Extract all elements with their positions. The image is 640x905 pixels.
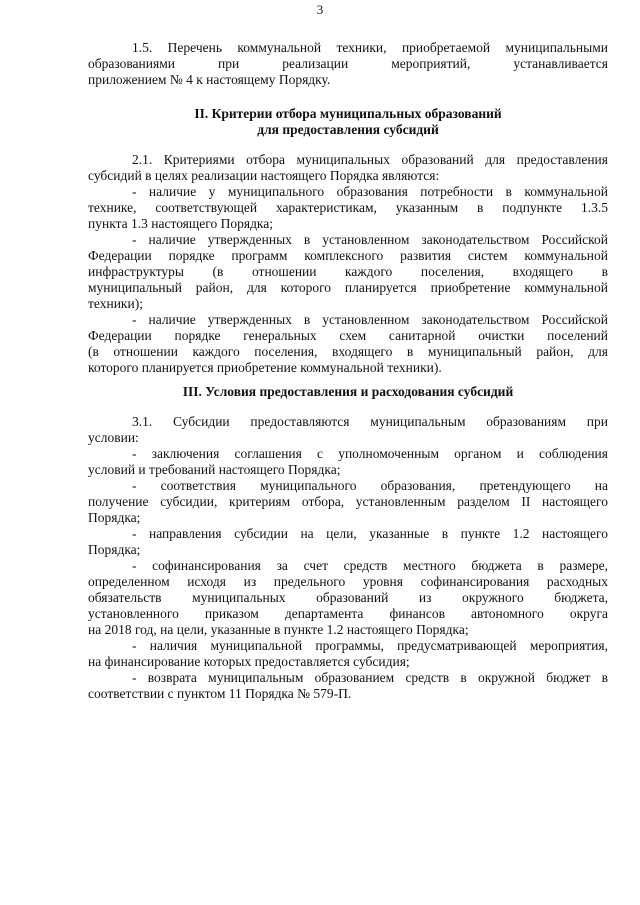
paragraph <box>88 478 608 526</box>
text-line: условий и требований настоящего Порядка; <box>88 462 341 477</box>
text-line: - софинансирования за счет средств местного бюджета в размере, <box>132 558 608 573</box>
text-line: технике, соответствующей характеристикам, указанным в подпункте 1.3.5 <box>88 200 608 215</box>
paragraph <box>88 638 608 670</box>
text-line: на финансирование которых предоставляется субсидия; <box>88 654 410 669</box>
text-line: пункта 1.3 настоящего Порядка; <box>88 216 274 231</box>
text-line: - направления субсидии на цели, указанные в пункте 1.2 настоящего <box>132 526 608 541</box>
text-line: 2.1. Критериями отбора муниципальных образований для предоставления <box>132 152 608 167</box>
text-line: Порядка; <box>88 510 141 525</box>
document-body <box>88 40 608 702</box>
text-line: субсидий в целях реализации настоящего Порядка являются: <box>88 168 440 183</box>
paragraph <box>88 670 608 702</box>
page-number: 3 <box>316 2 324 17</box>
text-line: 1.5. Перечень коммунальной техники, приобретаемой муниципальными <box>132 40 608 55</box>
text-line: образованиями при реализации мероприятий, устанавливается <box>88 56 608 71</box>
text-line: техники); <box>88 296 143 311</box>
paragraph <box>88 526 608 558</box>
text-line: - соответствия муниципального образования, претендующего на <box>132 478 608 493</box>
paragraph <box>88 40 608 88</box>
text-line: Порядка; <box>88 542 141 557</box>
text-line: получение субсидии, критериям отбора, установленным разделом II настоящего <box>88 494 608 509</box>
text-line: приложением № 4 к настоящему Порядку. <box>88 72 331 87</box>
text-line: Федерации порядке генеральных схем санитарной очистки поселений <box>88 328 608 343</box>
paragraph <box>88 232 608 312</box>
text-line: которого планируется приобретение коммунальной техники). <box>88 360 442 375</box>
text-line: - наличие утвержденных в установленном законодательством Российской <box>132 312 608 327</box>
paragraph <box>88 446 608 478</box>
text-line: установленного приказом департамента финансов автономного округа <box>88 606 608 621</box>
text-line: определенном исходя из предельного уровня софинансирования расходных <box>88 574 608 589</box>
paragraph <box>88 184 608 232</box>
paragraph <box>88 312 608 376</box>
paragraph <box>88 558 608 638</box>
text-line: (в отношении каждого поселения, входящего в муниципальный район, для <box>88 344 608 359</box>
text-line: на 2018 год, на цели, указанные в пункте 1.2 настоящего Порядка; <box>88 622 469 637</box>
paragraph <box>88 152 608 184</box>
heading-line: для предоставления субсидий <box>257 122 439 137</box>
text-line: муниципальный район, для которого планируется приобретение коммунальной <box>88 280 608 295</box>
text-line: - наличия муниципальной программы, предусматривающей мероприятия, <box>132 638 608 653</box>
heading-line: III. Условия предоставления и расходования субсидий <box>182 384 514 399</box>
heading-line: II. Критерии отбора муниципальных образований <box>194 106 502 121</box>
text-line: - наличие утвержденных в установленном законодательством Российской <box>132 232 608 247</box>
text-line: - наличие у муниципального образования потребности в коммунальной <box>132 184 608 199</box>
text-line: - заключения соглашения с уполномоченным органом и соблюдения <box>132 446 608 461</box>
section-heading <box>88 106 608 138</box>
paragraph <box>88 414 608 446</box>
text-line: - возврата муниципальным образованием средств в окружной бюджет в <box>132 670 608 685</box>
text-line: Федерации порядке программ комплексного развития систем коммунальной <box>88 248 608 263</box>
text-line: инфраструктуры (в отношении каждого поселения, входящего в <box>88 264 608 279</box>
text-line: соответствии с пунктом 11 Порядка № 579-П. <box>88 686 352 701</box>
text-line: обязательств муниципальных образований из окружного бюджета, <box>88 590 608 605</box>
text-line: 3.1. Субсидии предоставляются муниципальным образованиям при <box>132 414 608 429</box>
section-heading <box>88 384 608 400</box>
text-line: условии: <box>88 430 139 445</box>
